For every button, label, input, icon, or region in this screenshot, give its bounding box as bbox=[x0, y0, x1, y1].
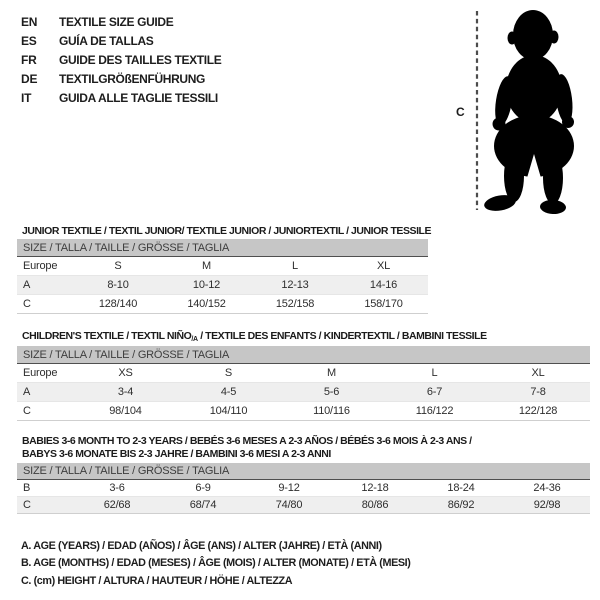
language-row bbox=[21, 50, 221, 69]
baby-height-figure bbox=[455, 6, 587, 218]
cell: M bbox=[202, 260, 211, 272]
baby-silhouette-icon bbox=[483, 10, 575, 215]
baby-height-figure-graphic bbox=[455, 6, 587, 218]
cell: 18-24 bbox=[447, 482, 475, 494]
table-row bbox=[17, 364, 590, 383]
table-row bbox=[17, 276, 428, 295]
language-code: EN bbox=[21, 14, 38, 29]
table-row bbox=[17, 463, 590, 480]
cell: 140/152 bbox=[162, 295, 251, 314]
legend-line-age-months: B. AGE (MONTHS) / EDAD (MESES) / ÂGE (MOIS) / ALTER (MONATE) / ETÀ (MESI) bbox=[21, 557, 411, 570]
table-row bbox=[17, 480, 590, 497]
table-row bbox=[17, 497, 590, 514]
language-code: ES bbox=[21, 33, 37, 48]
legend-line-age-years: A. AGE (YEARS) / EDAD (AÑOS) / ÂGE (ANS) / ALTER (JAHRE) / ETÀ (ANNI) bbox=[21, 540, 382, 552]
babies-table-title bbox=[22, 435, 472, 461]
cell: 4-5 bbox=[177, 383, 280, 402]
children-size-table bbox=[17, 346, 590, 421]
table-row bbox=[17, 239, 428, 257]
table-row bbox=[17, 295, 428, 314]
cell: 104/110 bbox=[177, 402, 280, 421]
language-label: TEXTILGRÖßENFÜHRUNG bbox=[59, 71, 206, 86]
table-row bbox=[17, 346, 590, 364]
cell: 12-13 bbox=[251, 276, 339, 295]
cell: M bbox=[327, 367, 336, 379]
cell: 14-16 bbox=[339, 276, 428, 295]
row-label: Europe bbox=[23, 367, 58, 379]
cell: 5-6 bbox=[280, 383, 383, 402]
cell: 92/98 bbox=[504, 497, 590, 514]
cell: XL bbox=[531, 367, 545, 379]
row-label: C bbox=[17, 497, 74, 514]
cell: 8-10 bbox=[74, 276, 162, 295]
cell: 6-9 bbox=[195, 482, 211, 494]
row-label: B bbox=[23, 482, 31, 494]
cell: 6-7 bbox=[383, 383, 486, 402]
language-label: GUIDE DES TAILLES TEXTILE bbox=[59, 52, 222, 67]
cell: 110/116 bbox=[280, 402, 383, 421]
table-row bbox=[17, 257, 428, 276]
cell: 122/128 bbox=[486, 402, 590, 421]
height-measure-label: C bbox=[456, 105, 465, 119]
cell: 128/140 bbox=[74, 295, 162, 314]
children-title-pre: CHILDREN'S TEXTILE / TEXTIL NIÑO bbox=[22, 329, 192, 342]
table-row bbox=[17, 402, 590, 421]
cell: 152/158 bbox=[251, 295, 339, 314]
language-row bbox=[21, 69, 221, 88]
table-row bbox=[17, 383, 590, 402]
language-row bbox=[21, 88, 221, 107]
language-code: DE bbox=[21, 71, 38, 86]
row-label: Europe bbox=[23, 260, 58, 272]
row-label: C bbox=[17, 402, 74, 421]
cell: S bbox=[114, 260, 122, 272]
babies-size-table bbox=[17, 463, 590, 514]
size-header: SIZE / TALLA / TAILLE / GRÖSSE / TAGLIA bbox=[17, 463, 590, 480]
cell: 24-36 bbox=[533, 482, 561, 494]
cell: 116/122 bbox=[383, 402, 486, 421]
language-label: GUIDA ALLE TAGLIE TESSILI bbox=[59, 90, 218, 105]
cell: 10-12 bbox=[162, 276, 251, 295]
language-code: IT bbox=[21, 90, 32, 105]
cell: 98/104 bbox=[74, 402, 177, 421]
language-label: GUÍA DE TALLAS bbox=[59, 33, 154, 48]
language-row bbox=[21, 12, 221, 31]
junior-table-title: JUNIOR TEXTILE / TEXTIL JUNIOR/ TEXTILE JUNIOR / JUNIORTEXTIL / JUNIOR TESSILE bbox=[22, 224, 432, 237]
language-title-list bbox=[21, 12, 221, 107]
language-code: FR bbox=[21, 52, 37, 67]
row-label: A bbox=[17, 276, 74, 295]
cell: 68/74 bbox=[160, 497, 246, 514]
cell: 3-4 bbox=[74, 383, 177, 402]
size-header: SIZE / TALLA / TAILLE / GRÖSSE / TAGLIA bbox=[17, 346, 590, 364]
children-title-sub: /A bbox=[191, 335, 198, 343]
cell: 12-18 bbox=[361, 482, 389, 494]
babies-title-line1: BABIES 3-6 MONTH TO 2-3 YEARS / BEBÉS 3-6 MESES A 2-3 AÑOS / BÉBÉS 3-6 MOIS À 2-3 ANS / bbox=[22, 434, 472, 447]
row-label: A bbox=[17, 383, 74, 402]
measure-legend bbox=[21, 538, 410, 590]
children-title-post: / TEXTILE DES ENFANTS / KINDERTEXTIL / BAMBINI TESSILE bbox=[197, 329, 487, 342]
cell: 158/170 bbox=[339, 295, 428, 314]
cell: 86/92 bbox=[418, 497, 504, 514]
cell: XL bbox=[376, 260, 391, 272]
cell: 9-12 bbox=[278, 482, 300, 494]
cell: 80/86 bbox=[332, 497, 418, 514]
size-header: SIZE / TALLA / TAILLE / GRÖSSE / TAGLIA bbox=[17, 239, 428, 257]
cell: 62/68 bbox=[74, 497, 160, 514]
language-row bbox=[21, 31, 221, 50]
legend-line-height: C. (cm) HEIGHT / ALTURA / HAUTEUR / HÖHE / ALTEZZA bbox=[21, 574, 293, 587]
children-table-title bbox=[22, 330, 487, 346]
language-label: TEXTILE SIZE GUIDE bbox=[59, 14, 174, 29]
cell: L bbox=[431, 367, 438, 379]
junior-size-table bbox=[17, 239, 428, 314]
babies-title-line2: BABYS 3-6 MONATE BIS 2-3 JAHRE / BAMBINI 3-6 MESI A 2-3 ANNI bbox=[22, 447, 331, 460]
row-label: C bbox=[17, 295, 74, 314]
cell: XS bbox=[118, 367, 133, 379]
cell: L bbox=[292, 260, 298, 272]
cell: 7-8 bbox=[486, 383, 590, 402]
cell: 74/80 bbox=[246, 497, 332, 514]
cell: S bbox=[224, 367, 233, 379]
cell: 3-6 bbox=[109, 482, 125, 494]
